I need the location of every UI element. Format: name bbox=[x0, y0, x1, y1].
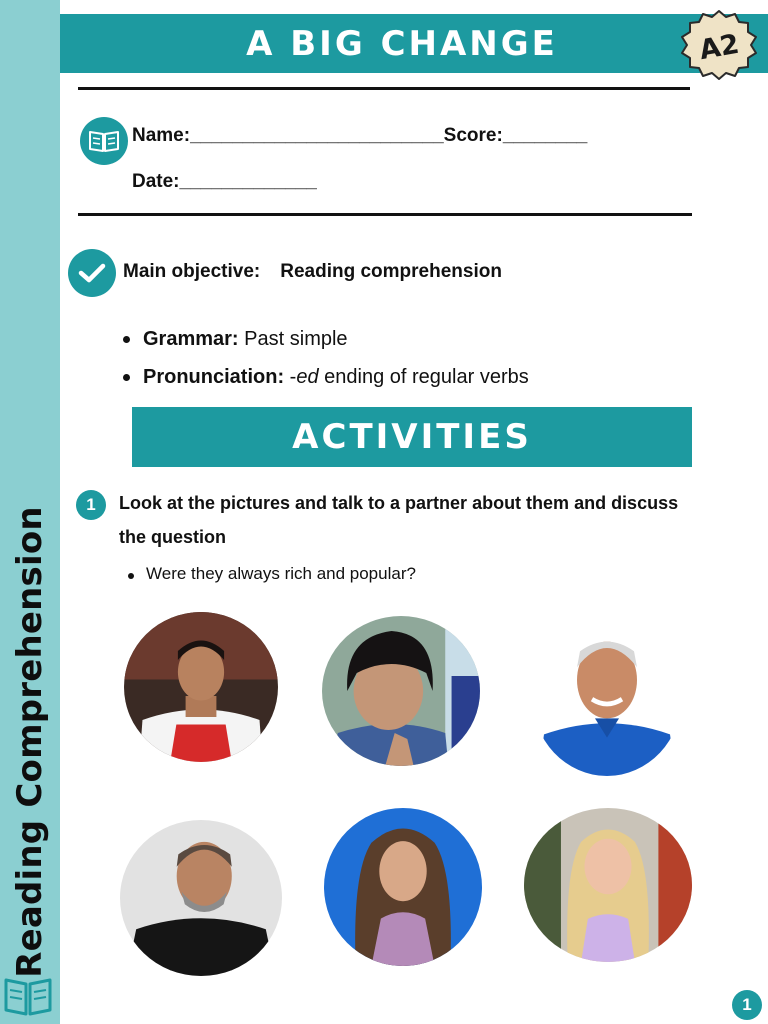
photo-young-man bbox=[322, 616, 480, 766]
book-badge bbox=[80, 117, 128, 165]
book-icon bbox=[88, 129, 120, 153]
grammar-text: Past simple bbox=[244, 328, 348, 350]
activities-banner bbox=[132, 407, 692, 467]
task-number-badge: 1 bbox=[76, 490, 106, 520]
name-score-field[interactable]: Name:________________________Score:________ bbox=[132, 125, 588, 146]
pronunciation-text: ending of regular verbs bbox=[318, 366, 529, 388]
divider-top bbox=[78, 87, 690, 90]
date-field[interactable]: Date:_____________ bbox=[132, 171, 317, 192]
task-question: Were they always rich and popular? bbox=[128, 564, 416, 584]
title-bar bbox=[60, 14, 768, 73]
photo-older-man bbox=[532, 616, 682, 776]
photo-footballer bbox=[124, 612, 278, 762]
checkmark-icon bbox=[78, 262, 106, 284]
pronunciation-label: Pronunciation: bbox=[143, 366, 285, 388]
open-book-icon bbox=[2, 972, 54, 1018]
sidebar-title: Reading Comprehension bbox=[10, 506, 50, 978]
task-instruction: Look at the pictures and talk to a partner about them and discuss the question bbox=[119, 493, 679, 547]
objective-value: Reading comprehension bbox=[280, 261, 502, 282]
check-badge bbox=[68, 249, 116, 297]
level-badge bbox=[680, 9, 758, 81]
pronunciation-emphasis: ed bbox=[296, 366, 319, 388]
page-number: 1 bbox=[732, 990, 762, 1020]
objective-label: Main objective: bbox=[123, 261, 261, 282]
page-title: A BIG CHANGE bbox=[246, 23, 558, 64]
list-item bbox=[121, 320, 529, 358]
pronunciation-prefix: - bbox=[289, 366, 297, 388]
photo-woman-dark-hair bbox=[324, 808, 482, 966]
sidebar bbox=[0, 0, 60, 1024]
photo-bearded-man bbox=[120, 820, 282, 976]
activities-title: ACTIVITIES bbox=[292, 417, 532, 457]
focus-list bbox=[121, 320, 529, 396]
level-label: A2 bbox=[697, 28, 742, 67]
main-objective bbox=[123, 261, 502, 283]
divider-bottom bbox=[78, 213, 692, 216]
list-item bbox=[121, 358, 529, 396]
grammar-label: Grammar: bbox=[143, 328, 239, 350]
photo-woman-blonde bbox=[524, 808, 692, 962]
